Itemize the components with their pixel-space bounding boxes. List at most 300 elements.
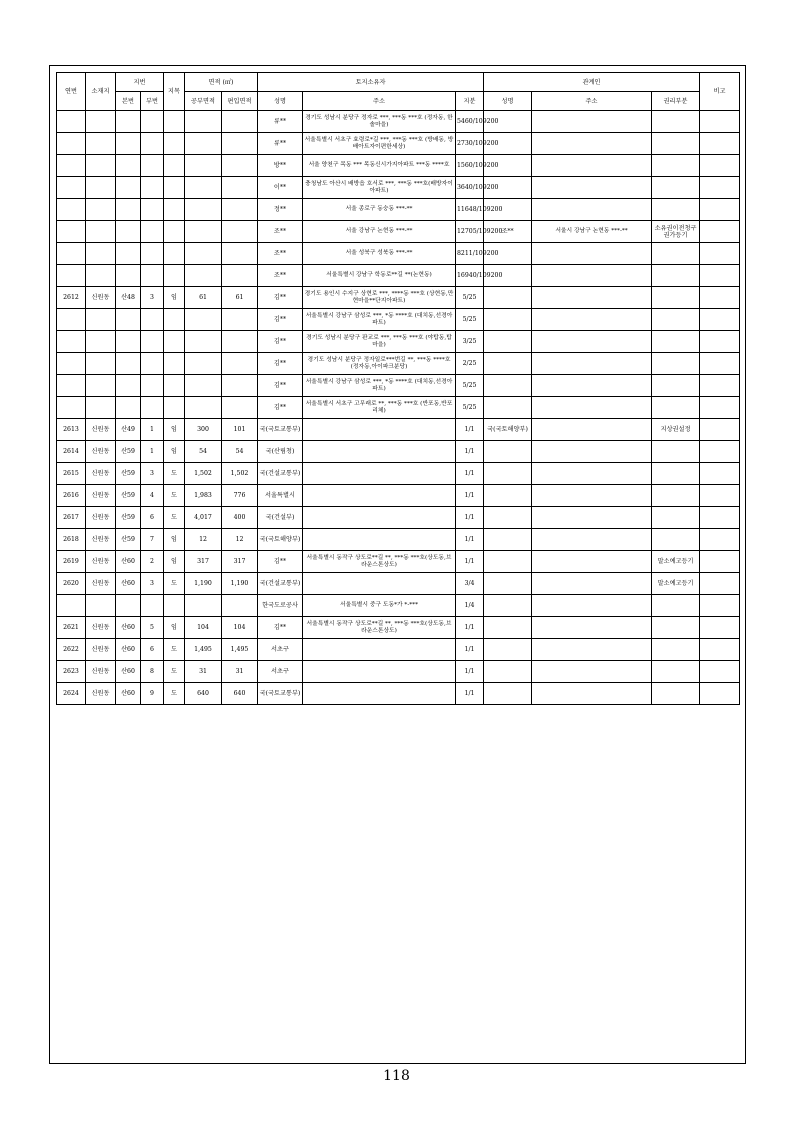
cell-owner-name: 서울특별시 (258, 485, 303, 507)
table-row (57, 353, 740, 375)
cell-incorporated-area: 31 (222, 661, 258, 683)
cell-seq (57, 353, 86, 375)
cell-remarks (700, 243, 740, 265)
cell-main-no: 산60 (116, 617, 141, 639)
cell-right-type (652, 133, 700, 155)
cell-share: 16940/109200 (456, 265, 484, 287)
header-official-area: 공부면적 (185, 92, 222, 111)
header-incorporated-area: 편입면적 (222, 92, 258, 111)
cell-location (86, 265, 116, 287)
cell-share: 5/25 (456, 397, 484, 419)
cell-owner-name: 방** (258, 155, 303, 177)
cell-official-area (185, 177, 222, 199)
cell-interested-address (532, 551, 652, 573)
cell-incorporated-area: 640 (222, 683, 258, 705)
cell-main-no (116, 331, 141, 353)
cell-incorporated-area (222, 375, 258, 397)
cell-sub-no: 5 (141, 617, 164, 639)
cell-location (86, 397, 116, 419)
cell-owner-name: 국(건설교통부) (258, 573, 303, 595)
cell-right-type: 말소예고등기 (652, 551, 700, 573)
cell-seq (57, 199, 86, 221)
cell-interested-name (484, 617, 532, 639)
cell-interested-address (532, 155, 652, 177)
table-row (57, 265, 740, 287)
cell-seq: 2624 (57, 683, 86, 705)
cell-main-no (116, 155, 141, 177)
cell-remarks (700, 661, 740, 683)
cell-share: 5460/109200 (456, 111, 484, 133)
cell-remarks (700, 529, 740, 551)
cell-owner-name: 정** (258, 199, 303, 221)
cell-remarks (700, 199, 740, 221)
cell-right-type (652, 485, 700, 507)
cell-incorporated-area (222, 243, 258, 265)
cell-sub-no: 9 (141, 683, 164, 705)
cell-sub-no (141, 111, 164, 133)
cell-sub-no (141, 221, 164, 243)
cell-remarks (700, 419, 740, 441)
cell-official-area (185, 353, 222, 375)
cell-owner-name: 김** (258, 287, 303, 309)
cell-interested-address (532, 529, 652, 551)
cell-share: 1/1 (456, 683, 484, 705)
cell-remarks (700, 155, 740, 177)
cell-right-type: 소유권이전청구권가등기 (652, 221, 700, 243)
cell-right-type: 지상권설정 (652, 419, 700, 441)
cell-remarks (700, 463, 740, 485)
cell-right-type (652, 155, 700, 177)
cell-owner-name: 김** (258, 551, 303, 573)
table-row (57, 551, 740, 573)
cell-interested-address (532, 133, 652, 155)
cell-interested-address (532, 617, 652, 639)
cell-seq (57, 221, 86, 243)
cell-share: 1/4 (456, 595, 484, 617)
cell-official-area: 640 (185, 683, 222, 705)
cell-interested-address (532, 683, 652, 705)
cell-location (86, 155, 116, 177)
cell-seq: 2618 (57, 529, 86, 551)
cell-official-area: 12 (185, 529, 222, 551)
cell-share: 1/1 (456, 639, 484, 661)
cell-main-no (116, 265, 141, 287)
cell-main-no (116, 353, 141, 375)
cell-right-type (652, 507, 700, 529)
cell-incorporated-area: 61 (222, 287, 258, 309)
cell-interested-address (532, 397, 652, 419)
cell-category: 임 (164, 441, 185, 463)
table-row (57, 463, 740, 485)
cell-share: 3/25 (456, 331, 484, 353)
cell-right-type (652, 287, 700, 309)
cell-right-type (652, 617, 700, 639)
cell-owner-address (303, 463, 456, 485)
cell-owner-name: 김** (258, 375, 303, 397)
cell-seq: 2619 (57, 551, 86, 573)
cell-main-no: 산60 (116, 683, 141, 705)
cell-owner-address: 경기도 성남시 분당구 정자로 ***, ***동 ***호 (정자동, 한솔마을) (303, 111, 456, 133)
cell-right-type (652, 331, 700, 353)
cell-owner-address (303, 441, 456, 463)
cell-main-no (116, 221, 141, 243)
cell-right-type (652, 529, 700, 551)
cell-seq: 2616 (57, 485, 86, 507)
cell-remarks (700, 507, 740, 529)
cell-share: 1/1 (456, 661, 484, 683)
cell-main-no (116, 243, 141, 265)
cell-remarks (700, 133, 740, 155)
header-interested-address: 주소 (532, 92, 652, 111)
cell-official-area (185, 111, 222, 133)
cell-category: 도 (164, 573, 185, 595)
cell-owner-address (303, 683, 456, 705)
cell-right-type: 말소예고등기 (652, 573, 700, 595)
cell-main-no (116, 133, 141, 155)
cell-owner-address (303, 639, 456, 661)
cell-sub-no: 8 (141, 661, 164, 683)
cell-share: 5/25 (456, 309, 484, 331)
cell-owner-name: 류** (258, 111, 303, 133)
cell-sub-no: 1 (141, 419, 164, 441)
cell-official-area (185, 397, 222, 419)
cell-location: 신원동 (86, 573, 116, 595)
cell-seq: 2615 (57, 463, 86, 485)
cell-incorporated-area (222, 397, 258, 419)
header-main-no: 본번 (116, 92, 141, 111)
cell-interested-name (484, 353, 532, 375)
cell-category: 임 (164, 287, 185, 309)
cell-remarks (700, 287, 740, 309)
cell-incorporated-area (222, 111, 258, 133)
cell-location (86, 243, 116, 265)
cell-incorporated-area: 104 (222, 617, 258, 639)
cell-right-type (652, 463, 700, 485)
cell-interested-address (532, 463, 652, 485)
cell-owner-name: 국(국토해양부) (258, 529, 303, 551)
cell-owner-address: 서울특별시 서초구 고무래로 **, ***동 ***호 (반포동,반포리체) (303, 397, 456, 419)
cell-location (86, 353, 116, 375)
cell-main-no: 산60 (116, 573, 141, 595)
cell-location: 신원동 (86, 441, 116, 463)
cell-owner-name: 국(국토교통부) (258, 419, 303, 441)
cell-incorporated-area (222, 221, 258, 243)
cell-remarks (700, 397, 740, 419)
cell-interested-name (484, 661, 532, 683)
cell-seq: 2623 (57, 661, 86, 683)
cell-incorporated-area (222, 199, 258, 221)
cell-interested-name (484, 551, 532, 573)
cell-owner-name: 김** (258, 617, 303, 639)
cell-main-no: 산59 (116, 463, 141, 485)
cell-category (164, 221, 185, 243)
cell-official-area (185, 375, 222, 397)
cell-seq: 2613 (57, 419, 86, 441)
cell-location: 신원동 (86, 507, 116, 529)
cell-interested-name (484, 485, 532, 507)
cell-owner-name: 이** (258, 177, 303, 199)
cell-interested-name: 조** (484, 221, 532, 243)
table-row (57, 617, 740, 639)
cell-location (86, 177, 116, 199)
cell-official-area: 104 (185, 617, 222, 639)
cell-right-type (652, 375, 700, 397)
cell-official-area (185, 331, 222, 353)
cell-incorporated-area: 317 (222, 551, 258, 573)
cell-seq (57, 375, 86, 397)
cell-official-area: 300 (185, 419, 222, 441)
cell-category: 임 (164, 617, 185, 639)
cell-category: 도 (164, 507, 185, 529)
table-row (57, 595, 740, 617)
cell-right-type (652, 441, 700, 463)
cell-right-type (652, 265, 700, 287)
header-category: 지목 (164, 73, 185, 111)
cell-seq: 2612 (57, 287, 86, 309)
cell-main-no: 산60 (116, 639, 141, 661)
cell-category: 도 (164, 661, 185, 683)
cell-owner-address (303, 507, 456, 529)
document-frame (49, 65, 746, 1064)
cell-right-type (652, 199, 700, 221)
cell-official-area (185, 309, 222, 331)
cell-owner-address: 서울특별시 강남구 삼성로 ***, *동 ****호 (대치동,선경아파트) (303, 375, 456, 397)
cell-interested-name (484, 309, 532, 331)
cell-location: 신원동 (86, 419, 116, 441)
cell-official-area (185, 133, 222, 155)
table-row (57, 419, 740, 441)
cell-share: 2730/109200 (456, 133, 484, 155)
cell-interested-name (484, 463, 532, 485)
cell-owner-address: 서울특별시 동작구 상도로**길 **, ***동 ***호(상도동,브라운스톤상도) (303, 617, 456, 639)
cell-location (86, 595, 116, 617)
cell-location (86, 111, 116, 133)
cell-owner-address (303, 573, 456, 595)
cell-category (164, 397, 185, 419)
cell-category: 임 (164, 419, 185, 441)
cell-official-area (185, 243, 222, 265)
cell-incorporated-area (222, 177, 258, 199)
cell-right-type (652, 353, 700, 375)
cell-owner-name: 한국도로공사 (258, 595, 303, 617)
cell-share: 1/1 (456, 419, 484, 441)
cell-remarks (700, 309, 740, 331)
cell-official-area (185, 265, 222, 287)
table-row (57, 529, 740, 551)
cell-share: 11648/109200 (456, 199, 484, 221)
cell-sub-no (141, 199, 164, 221)
cell-location: 신원동 (86, 617, 116, 639)
table-row (57, 441, 740, 463)
cell-interested-address (532, 111, 652, 133)
cell-main-no (116, 375, 141, 397)
cell-share: 1/1 (456, 463, 484, 485)
cell-incorporated-area: 1,502 (222, 463, 258, 485)
cell-location: 신원동 (86, 683, 116, 705)
cell-category (164, 243, 185, 265)
cell-owner-name: 국(건설교통부) (258, 463, 303, 485)
cell-interested-name (484, 595, 532, 617)
cell-interested-name (484, 683, 532, 705)
cell-main-no: 산59 (116, 441, 141, 463)
cell-sub-no (141, 155, 164, 177)
cell-official-area (185, 155, 222, 177)
cell-remarks (700, 375, 740, 397)
table-row (57, 133, 740, 155)
cell-sub-no (141, 243, 164, 265)
table-row (57, 243, 740, 265)
cell-remarks (700, 111, 740, 133)
table-row (57, 683, 740, 705)
cell-owner-name: 조** (258, 221, 303, 243)
cell-main-no: 산59 (116, 507, 141, 529)
cell-interested-name (484, 331, 532, 353)
cell-main-no: 산60 (116, 661, 141, 683)
cell-category (164, 309, 185, 331)
cell-category (164, 155, 185, 177)
cell-interested-address (532, 243, 652, 265)
cell-remarks (700, 617, 740, 639)
cell-remarks (700, 485, 740, 507)
cell-remarks (700, 177, 740, 199)
cell-official-area: 54 (185, 441, 222, 463)
cell-remarks (700, 683, 740, 705)
cell-seq: 2621 (57, 617, 86, 639)
cell-incorporated-area: 12 (222, 529, 258, 551)
cell-official-area: 1,495 (185, 639, 222, 661)
cell-category (164, 265, 185, 287)
cell-remarks (700, 353, 740, 375)
cell-interested-address (532, 375, 652, 397)
cell-main-no (116, 199, 141, 221)
table-row (57, 397, 740, 419)
cell-main-no: 산59 (116, 485, 141, 507)
header-area: 면적 (㎡) (185, 73, 258, 92)
cell-sub-no (141, 331, 164, 353)
table-row (57, 661, 740, 683)
cell-share: 1/1 (456, 551, 484, 573)
cell-interested-address (532, 177, 652, 199)
cell-owner-address: 서울 성북구 성북동 ***-** (303, 243, 456, 265)
cell-incorporated-area (222, 155, 258, 177)
cell-interested-address (532, 661, 652, 683)
cell-seq (57, 397, 86, 419)
cell-sub-no: 3 (141, 463, 164, 485)
cell-category (164, 177, 185, 199)
cell-location: 신원동 (86, 287, 116, 309)
cell-share: 1/1 (456, 617, 484, 639)
cell-official-area: 317 (185, 551, 222, 573)
cell-share: 1/1 (456, 485, 484, 507)
cell-interested-name (484, 441, 532, 463)
table-row (57, 111, 740, 133)
cell-owner-name: 국(산림청) (258, 441, 303, 463)
cell-category (164, 353, 185, 375)
cell-owner-name: 서초구 (258, 639, 303, 661)
cell-location: 신원동 (86, 661, 116, 683)
table-row (57, 287, 740, 309)
cell-share: 1/1 (456, 441, 484, 463)
table-row (57, 639, 740, 661)
cell-seq (57, 243, 86, 265)
cell-owner-address: 서울특별시 중구 도동*가 *-*** (303, 595, 456, 617)
cell-official-area: 1,190 (185, 573, 222, 595)
cell-right-type (652, 595, 700, 617)
cell-seq: 2614 (57, 441, 86, 463)
cell-seq (57, 265, 86, 287)
header-seq: 연번 (57, 73, 86, 111)
cell-location: 신원동 (86, 639, 116, 661)
cell-incorporated-area: 101 (222, 419, 258, 441)
cell-location: 신원동 (86, 529, 116, 551)
cell-official-area (185, 595, 222, 617)
cell-main-no (116, 177, 141, 199)
header-share: 지분 (456, 92, 484, 111)
cell-remarks (700, 639, 740, 661)
cell-owner-address: 서울 양천구 목동 *** 목동신시가지아파트 ***동 ****호 (303, 155, 456, 177)
table-row (57, 573, 740, 595)
table-row (57, 177, 740, 199)
cell-owner-address: 경기도 성남시 분당구 정자일로***번길 **, ***동 ****호 (정자동,아이파크분당) (303, 353, 456, 375)
cell-category (164, 111, 185, 133)
cell-category: 임 (164, 529, 185, 551)
cell-share: 3640/109200 (456, 177, 484, 199)
page-number: 118 (383, 1068, 410, 1084)
cell-location: 신원동 (86, 485, 116, 507)
cell-main-no: 산59 (116, 529, 141, 551)
cell-category (164, 199, 185, 221)
cell-interested-address (532, 287, 652, 309)
cell-owner-address: 서울특별시 서초구 효령로*길 ***, ***동 ***호 (방배동, 방배아트자이편한세상) (303, 133, 456, 155)
land-register-table (56, 72, 740, 705)
cell-location (86, 309, 116, 331)
cell-seq (57, 155, 86, 177)
table-row (57, 199, 740, 221)
cell-owner-address: 경기도 성남시 분당구 판교로 ***, ***동 ***호 (야탑동,탑마을) (303, 331, 456, 353)
cell-owner-address (303, 661, 456, 683)
cell-owner-name: 국(건설부) (258, 507, 303, 529)
cell-remarks (700, 265, 740, 287)
cell-incorporated-area (222, 309, 258, 331)
table-row (57, 375, 740, 397)
table-row (57, 485, 740, 507)
cell-interested-address (532, 441, 652, 463)
cell-main-no (116, 111, 141, 133)
cell-owner-name: 국(국토교통부) (258, 683, 303, 705)
cell-interested-address (532, 331, 652, 353)
cell-sub-no: 1 (141, 441, 164, 463)
cell-seq (57, 111, 86, 133)
cell-interested-name (484, 397, 532, 419)
cell-category (164, 331, 185, 353)
cell-incorporated-area (222, 353, 258, 375)
cell-sub-no: 3 (141, 287, 164, 309)
cell-incorporated-area (222, 133, 258, 155)
cell-owner-name: 김** (258, 353, 303, 375)
cell-owner-address (303, 419, 456, 441)
cell-interested-name: 국(국토해양부) (484, 419, 532, 441)
cell-interested-address (532, 265, 652, 287)
cell-sub-no (141, 375, 164, 397)
cell-interested-address (532, 639, 652, 661)
cell-share: 8211/109200 (456, 243, 484, 265)
cell-seq (57, 133, 86, 155)
cell-interested-address (532, 199, 652, 221)
table-row (57, 507, 740, 529)
cell-owner-name: 김** (258, 397, 303, 419)
cell-owner-address (303, 529, 456, 551)
cell-location (86, 199, 116, 221)
